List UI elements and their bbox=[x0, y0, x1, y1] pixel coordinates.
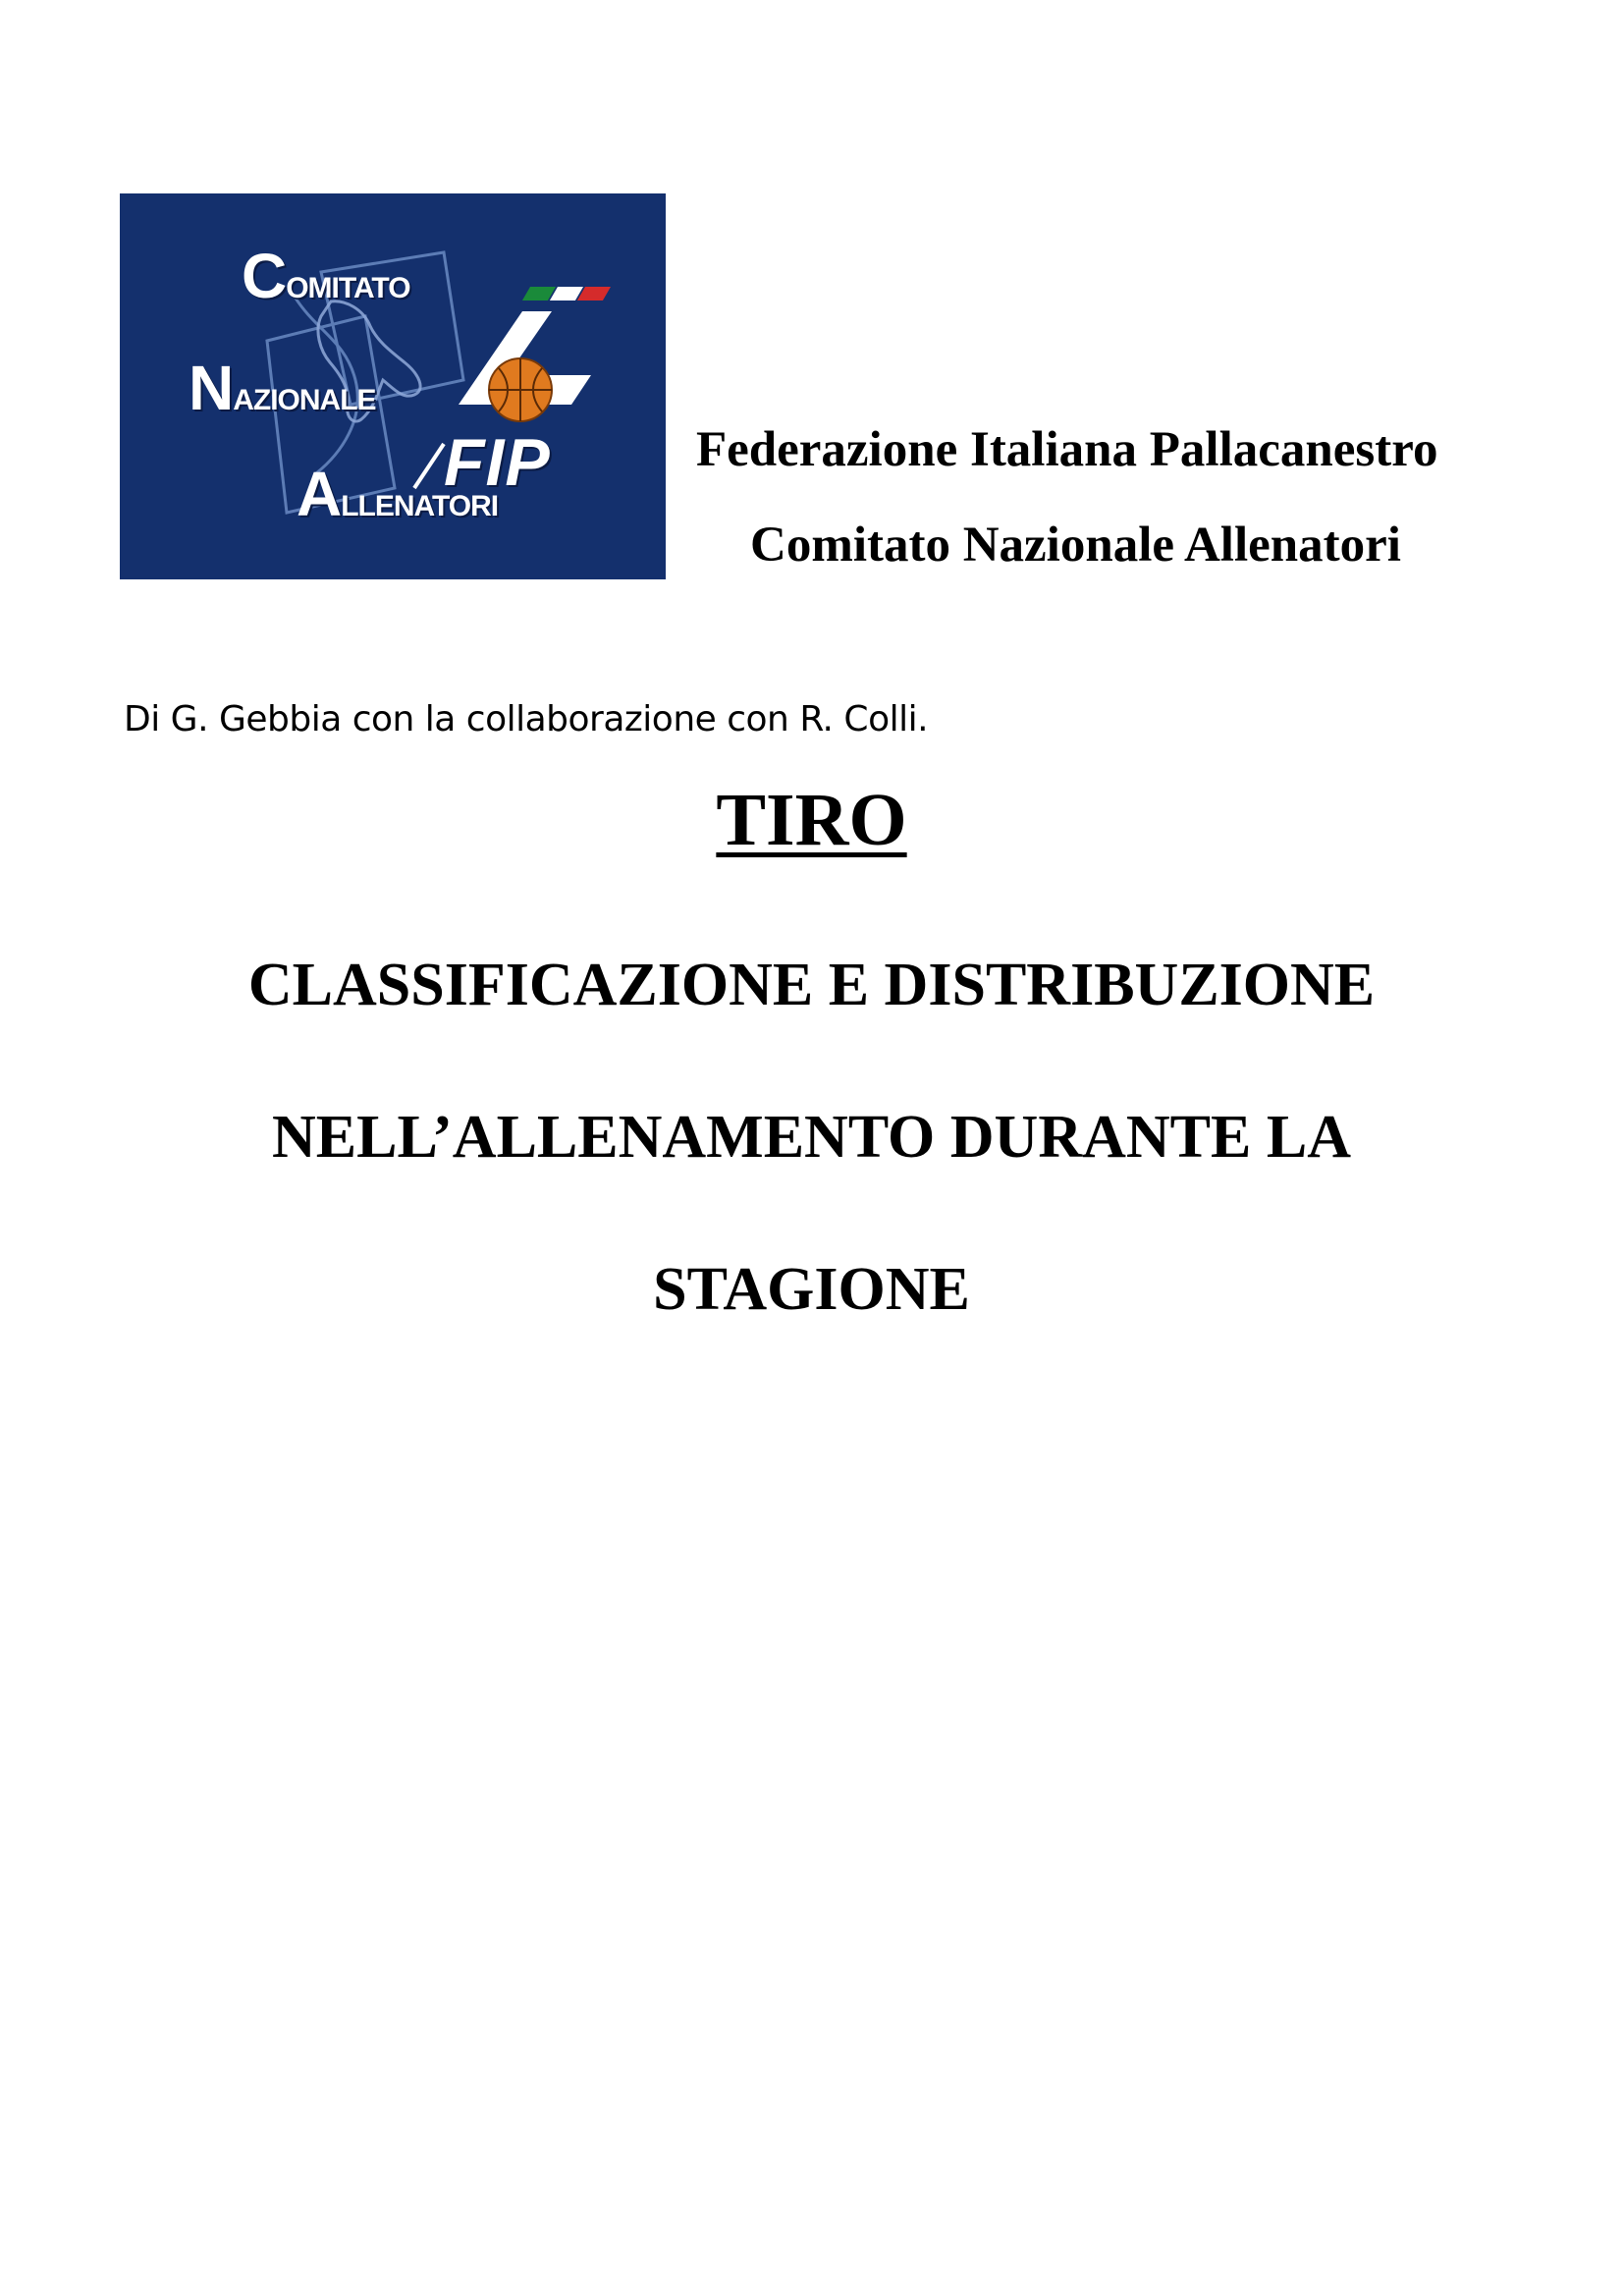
subtitle-line-3: STAGIONE bbox=[653, 1256, 970, 1323]
logo-word-nazionale: NAZIONALE bbox=[189, 353, 376, 423]
document-title-text: TIRO bbox=[716, 779, 907, 861]
org-name-federation: Federazione Italiana Pallacanestro bbox=[696, 422, 1438, 477]
org-name-committee: Comitato Nazionale Allenatori bbox=[750, 518, 1401, 573]
basketball-icon bbox=[489, 358, 552, 421]
subtitle-line-1: CLASSIFICAZIONE E DISTRIBUZIONE bbox=[247, 952, 1376, 1018]
document-title bbox=[0, 776, 1623, 864]
logo-word-allenatori: ALLENATORI bbox=[297, 459, 499, 529]
cna-fip-logo bbox=[120, 193, 666, 579]
subtitle-line-2: NELL’ALLENAMENTO DURANTE LA bbox=[272, 1104, 1351, 1171]
logo-word-comitato: COMITATO bbox=[242, 241, 410, 311]
italian-flag-icon bbox=[522, 287, 611, 301]
author-byline: Di G. Gebbia con la collaborazione con R. Colli. bbox=[124, 699, 929, 739]
logo-fip-text: FIP bbox=[444, 425, 551, 500]
